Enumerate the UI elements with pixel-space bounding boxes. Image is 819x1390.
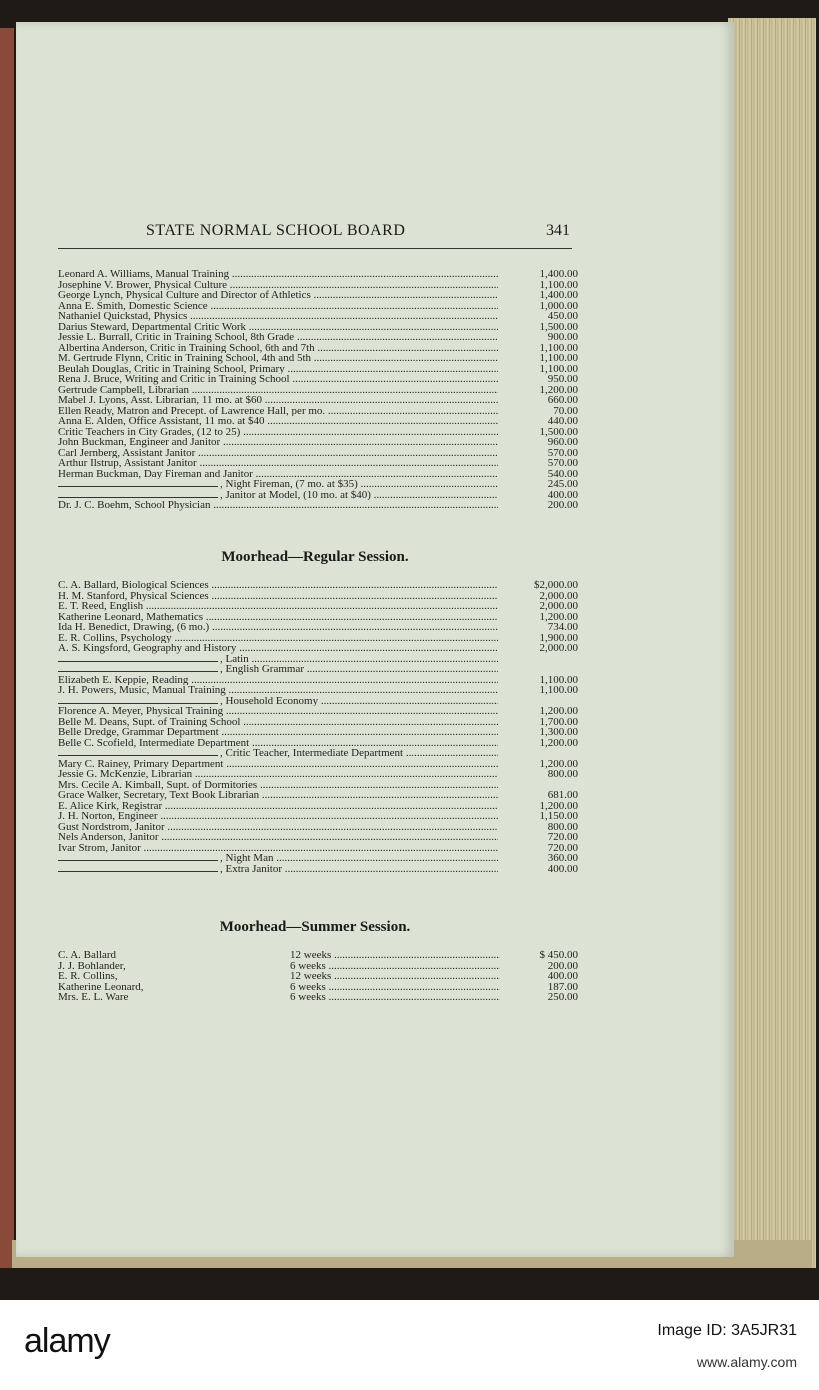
table-row xyxy=(58,864,578,875)
table-row xyxy=(58,950,578,961)
table-row xyxy=(58,458,578,469)
row-label xyxy=(58,801,498,812)
table-row xyxy=(58,280,578,291)
row-name: C. A. Ballard xyxy=(58,949,117,961)
row-label xyxy=(58,479,498,490)
table-row xyxy=(58,612,578,623)
row-text: Florence A. Meyer, Physical Training xyxy=(58,706,224,717)
row-text: Carl Jernberg, Assistant Janitor xyxy=(58,447,196,458)
row-amount: 1,200.00 xyxy=(539,736,578,749)
row-amount: 440.00 xyxy=(547,415,578,427)
table-row xyxy=(58,311,578,322)
row-label xyxy=(58,395,498,406)
table-row xyxy=(58,822,578,833)
row-text: Rena J. Bruce, Writing and Critic in Training School xyxy=(58,374,290,385)
row-label xyxy=(58,832,498,843)
row-amount: 1,100.00 xyxy=(539,684,578,696)
row-amount: 400.00 xyxy=(547,970,578,982)
row-text: Jessie G. McKenzie, Librarian xyxy=(58,769,193,780)
table-row xyxy=(58,727,578,738)
row-text: M. Gertrude Flynn, Critic in Training School, 4th and 5th xyxy=(58,353,311,364)
table-row xyxy=(58,490,578,501)
table-row xyxy=(58,437,578,448)
row-amount: 1,700.00 xyxy=(539,715,578,728)
row-amount: 1,200.00 xyxy=(539,799,578,812)
row-label xyxy=(58,448,498,459)
alamy-logo: alamy xyxy=(24,1322,110,1360)
row-text: John Buckman, Engineer and Janitor xyxy=(58,437,221,448)
row-weeks: 6 weeks ..... xyxy=(290,992,500,1003)
row-label xyxy=(58,790,498,801)
row-text: J. H. Powers, Music, Manual Training xyxy=(58,685,226,696)
row-text: Beulah Douglas, Critic in Training School, Primary xyxy=(58,363,285,374)
row-amount: 1,000.00 xyxy=(539,299,578,312)
table-row xyxy=(58,500,578,511)
table-row xyxy=(58,780,578,791)
row-text: Grace Walker, Secretary, Text Book Librarian xyxy=(58,790,260,801)
row-label xyxy=(58,269,498,280)
table-row xyxy=(58,643,578,654)
row-text: Arthur Ilstrup, Assistant Janitor xyxy=(58,458,197,469)
row-amount: 2,000.00 xyxy=(539,600,578,612)
row-text: E. Alice Kirk, Registrar xyxy=(58,800,163,811)
footer-url[interactable]: www.alamy.com xyxy=(696,1354,797,1370)
row-text: Elizabeth E. Keppie, Reading xyxy=(58,674,189,685)
blank-name-line xyxy=(58,665,218,672)
row-amount: 570.00 xyxy=(547,457,578,469)
table-row xyxy=(58,479,578,490)
table-row xyxy=(58,416,578,427)
row-text: Ida H. Benedict, Drawing, (6 mo.) xyxy=(58,622,210,633)
row-amount: 245.00 xyxy=(547,478,578,490)
row-label xyxy=(58,385,498,396)
row-label xyxy=(58,843,498,854)
row-label xyxy=(58,685,498,696)
row-text: , Critic Teacher, Intermediate Department xyxy=(220,748,404,759)
table-row xyxy=(58,364,578,375)
row-text: Anna E. Alden, Office Assistant, 11 mo. at $40 xyxy=(58,416,265,427)
row-amount: 950.00 xyxy=(547,373,578,385)
row-text: Belle M. Deans, Supt. of Training School xyxy=(58,716,241,727)
row-weeks: 6 weeks ..... xyxy=(290,982,500,993)
table-row xyxy=(58,654,578,665)
blank-name-line xyxy=(58,697,218,704)
row-text: , Night Man xyxy=(220,853,274,864)
row-amount: 720.00 xyxy=(547,841,578,854)
row-amount: 720.00 xyxy=(547,831,578,843)
row-text: Mabel J. Lyons, Asst. Librarian, 11 mo. at $60 xyxy=(58,395,262,406)
row-name: J. J. Bohlander, xyxy=(58,959,126,972)
table-row xyxy=(58,622,578,633)
running-title: STATE NORMAL SCHOOL BOARD xyxy=(146,222,406,239)
row-amount: 1,500.00 xyxy=(539,425,578,438)
row-amount: 1,200.00 xyxy=(539,383,578,396)
table-row xyxy=(58,332,578,343)
row-label xyxy=(58,290,498,301)
row-label xyxy=(58,759,498,770)
row-text: Herman Buckman, Day Fireman and Janitor xyxy=(58,468,253,479)
blank-name-line xyxy=(58,480,218,487)
row-text: Josephine V. Brower, Physical Culture xyxy=(58,279,228,290)
table-row xyxy=(58,406,578,417)
table-row xyxy=(58,675,578,686)
row-amount: 660.00 xyxy=(547,394,578,406)
row-text: J. H. Norton, Engineer xyxy=(58,811,158,822)
row-label xyxy=(58,353,498,364)
row-label xyxy=(58,500,498,511)
table-row xyxy=(58,353,578,364)
row-amount: 734.00 xyxy=(547,621,578,633)
row-amount: 1,100.00 xyxy=(539,362,578,375)
row-amount: 2,000.00 xyxy=(539,589,578,602)
row-label xyxy=(58,612,498,623)
row-weeks: 12 weeks ..... xyxy=(290,950,500,961)
row-label xyxy=(58,622,498,633)
row-text: A. S. Kingsford, Geography and History xyxy=(58,643,237,654)
row-text: Belle Dredge, Grammar Department xyxy=(58,727,219,738)
row-label xyxy=(58,591,498,602)
row-text: Belle C. Scofield, Intermediate Department xyxy=(58,737,250,748)
table-row xyxy=(58,395,578,406)
table-row xyxy=(58,269,578,280)
row-label xyxy=(58,706,498,717)
row-label xyxy=(58,811,498,822)
table-row xyxy=(58,290,578,301)
table-row xyxy=(58,601,578,612)
blank-name-line xyxy=(58,491,218,498)
row-text: Critic Teachers in City Grades, (12 to 25) xyxy=(58,426,241,437)
table-row xyxy=(58,769,578,780)
table-row xyxy=(58,580,578,591)
row-amount: 70.00 xyxy=(553,404,578,417)
row-text: , Household Economy xyxy=(220,695,319,706)
table-row xyxy=(58,738,578,749)
table-row xyxy=(58,706,578,717)
row-text: Gust Nordstrom, Janitor xyxy=(58,821,165,832)
table-row xyxy=(58,633,578,644)
page-edges xyxy=(728,18,816,1268)
footer-info xyxy=(657,1322,797,1370)
table-row xyxy=(58,448,578,459)
row-amount: 900.00 xyxy=(547,331,578,343)
row-amount: 400.00 xyxy=(547,488,578,501)
row-text: Darius Steward, Departmental Critic Work xyxy=(58,321,246,332)
row-label xyxy=(58,748,498,759)
row-amount: 1,100.00 xyxy=(539,673,578,686)
row-amount: 1,900.00 xyxy=(539,631,578,644)
table-row xyxy=(58,685,578,696)
table-row xyxy=(58,427,578,438)
row-label xyxy=(58,458,498,469)
row-text: Anna E. Smith, Domestic Science xyxy=(58,300,208,311)
table-row xyxy=(58,811,578,822)
row-label xyxy=(58,374,498,385)
row-text: , Night Fireman, (7 mo. at $35) xyxy=(220,479,358,490)
row-text: , Extra Janitor xyxy=(220,863,283,874)
row-amount: 200.00 xyxy=(547,499,578,511)
row-amount: 1,100.00 xyxy=(539,341,578,354)
stock-footer xyxy=(0,1300,819,1390)
row-label xyxy=(58,601,498,612)
row-label xyxy=(58,738,498,749)
row-label xyxy=(58,280,498,291)
row-name: E. R. Collins, xyxy=(58,970,118,982)
row-label xyxy=(58,675,498,686)
table-row xyxy=(58,971,578,982)
summer-session-list xyxy=(58,950,578,1003)
row-amount: 1,200.00 xyxy=(539,757,578,770)
row-amount: 1,150.00 xyxy=(539,810,578,822)
row-amount: 200.00 xyxy=(547,959,578,972)
row-label xyxy=(58,469,498,480)
row-label xyxy=(58,437,498,448)
table-row xyxy=(58,717,578,728)
blank-name-line xyxy=(58,854,218,861)
row-label xyxy=(58,301,498,312)
row-text: , English Grammar xyxy=(220,664,305,675)
row-amount: 450.00 xyxy=(547,310,578,322)
row-label xyxy=(58,853,498,864)
row-text: C. A. Ballard, Biological Sciences xyxy=(58,580,209,591)
table-row xyxy=(58,664,578,675)
regular-session-title: Moorhead—Regular Session. xyxy=(221,549,409,565)
summer-session-title: Moorhead—Summer Session. xyxy=(219,919,411,935)
row-amount: 1,300.00 xyxy=(539,726,578,738)
blank-name-line xyxy=(58,749,218,756)
row-amount: $ 450.00 xyxy=(539,949,578,961)
row-amount: 187.00 xyxy=(547,980,578,993)
row-label xyxy=(58,769,498,780)
row-text: H. M. Stanford, Physical Sciences xyxy=(58,590,209,601)
row-amount: 1,100.00 xyxy=(539,352,578,364)
table-row xyxy=(58,759,578,770)
row-label xyxy=(58,780,498,791)
row-label xyxy=(58,654,498,665)
row-label xyxy=(58,696,498,707)
row-text: Mary C. Rainey, Primary Department xyxy=(58,758,224,769)
row-label xyxy=(58,490,498,501)
row-text: Albertina Anderson, Critic in Training School, 6th and 7th xyxy=(58,342,315,353)
row-label xyxy=(58,822,498,833)
book-cover-edge xyxy=(0,28,14,1268)
row-text: Nels Anderson, Janitor xyxy=(58,832,159,843)
row-label xyxy=(58,580,498,591)
row-text: Ellen Ready, Matron and Precept. of Lawrence Hall, per mo. xyxy=(58,405,326,416)
row-amount: 1,200.00 xyxy=(539,705,578,717)
table-row xyxy=(58,853,578,864)
row-amount: 1,500.00 xyxy=(539,320,578,333)
row-label xyxy=(58,332,498,343)
row-label xyxy=(58,406,498,417)
row-text: Gertrude Campbell, Librarian xyxy=(58,384,190,395)
row-amount: 960.00 xyxy=(547,436,578,448)
blank-name-line xyxy=(58,655,218,662)
row-amount: 1,400.00 xyxy=(539,268,578,280)
row-text: Ivar Strom, Janitor xyxy=(58,842,141,853)
row-amount: 2,000.00 xyxy=(539,642,578,654)
row-label xyxy=(58,633,498,644)
row-label xyxy=(58,717,498,728)
row-weeks: 12 weeks ..... xyxy=(290,971,500,982)
row-name: Mrs. E. L. Ware xyxy=(58,991,129,1003)
table-row xyxy=(58,961,578,972)
row-amount: 250.00 xyxy=(547,991,578,1003)
row-name: Katherine Leonard, xyxy=(58,980,144,993)
row-label xyxy=(58,364,498,375)
row-text: Leonard A. Williams, Manual Training xyxy=(58,269,230,280)
row-amount: 570.00 xyxy=(547,446,578,459)
row-amount: 1,200.00 xyxy=(539,610,578,623)
table-row xyxy=(58,322,578,333)
salary-list xyxy=(58,269,578,511)
regular-session-list xyxy=(58,580,578,874)
table-row xyxy=(58,982,578,993)
table-row xyxy=(58,992,578,1003)
row-text: Mrs. Cecile A. Kimball, Supt. of Dormitories xyxy=(58,779,258,790)
page-header xyxy=(58,222,572,249)
table-row xyxy=(58,832,578,843)
row-label xyxy=(58,311,498,322)
table-row xyxy=(58,469,578,480)
row-text: Dr. J. C. Boehm, School Physician xyxy=(58,500,211,511)
row-amount: 540.00 xyxy=(547,467,578,480)
row-label xyxy=(58,416,498,427)
row-label xyxy=(58,322,498,333)
row-amount: 800.00 xyxy=(547,768,578,780)
row-text: E. R. Collins, Psychology xyxy=(58,632,172,643)
row-amount: 800.00 xyxy=(547,820,578,833)
row-label xyxy=(58,864,498,875)
row-text: Jessie L. Burrall, Critic in Training School, 8th Grade xyxy=(58,332,295,343)
row-amount: 1,400.00 xyxy=(539,289,578,301)
row-amount: 1,100.00 xyxy=(539,278,578,291)
table-row xyxy=(58,343,578,354)
row-text: Nathaniel Quickstad, Physics xyxy=(58,311,188,322)
table-row xyxy=(58,301,578,312)
row-amount: 681.00 xyxy=(547,789,578,801)
row-amount: 400.00 xyxy=(547,862,578,875)
row-label xyxy=(58,343,498,354)
row-text: George Lynch, Physical Culture and Director of Athletics xyxy=(58,290,311,301)
table-row xyxy=(58,591,578,602)
row-weeks: 6 weeks ..... xyxy=(290,961,500,972)
row-label xyxy=(58,427,498,438)
row-text: , Latin xyxy=(220,653,249,664)
page-number: 341 xyxy=(546,222,570,239)
row-label xyxy=(58,727,498,738)
table-row xyxy=(58,374,578,385)
row-amount: $2,000.00 xyxy=(534,579,578,591)
blank-name-line xyxy=(58,865,218,872)
row-label xyxy=(58,643,498,654)
table-row xyxy=(58,385,578,396)
row-text: E. T. Reed, English xyxy=(58,601,144,612)
table-row xyxy=(58,843,578,854)
row-amount: 360.00 xyxy=(547,852,578,864)
row-label xyxy=(58,664,498,675)
table-row xyxy=(58,801,578,812)
table-row xyxy=(58,790,578,801)
row-text: , Janitor at Model, (10 mo. at $40) xyxy=(220,489,371,500)
image-id: Image ID: 3A5JR31 xyxy=(657,1322,797,1339)
table-row xyxy=(58,696,578,707)
table-row xyxy=(58,748,578,759)
row-text: Katherine Leonard, Mathematics xyxy=(58,611,204,622)
